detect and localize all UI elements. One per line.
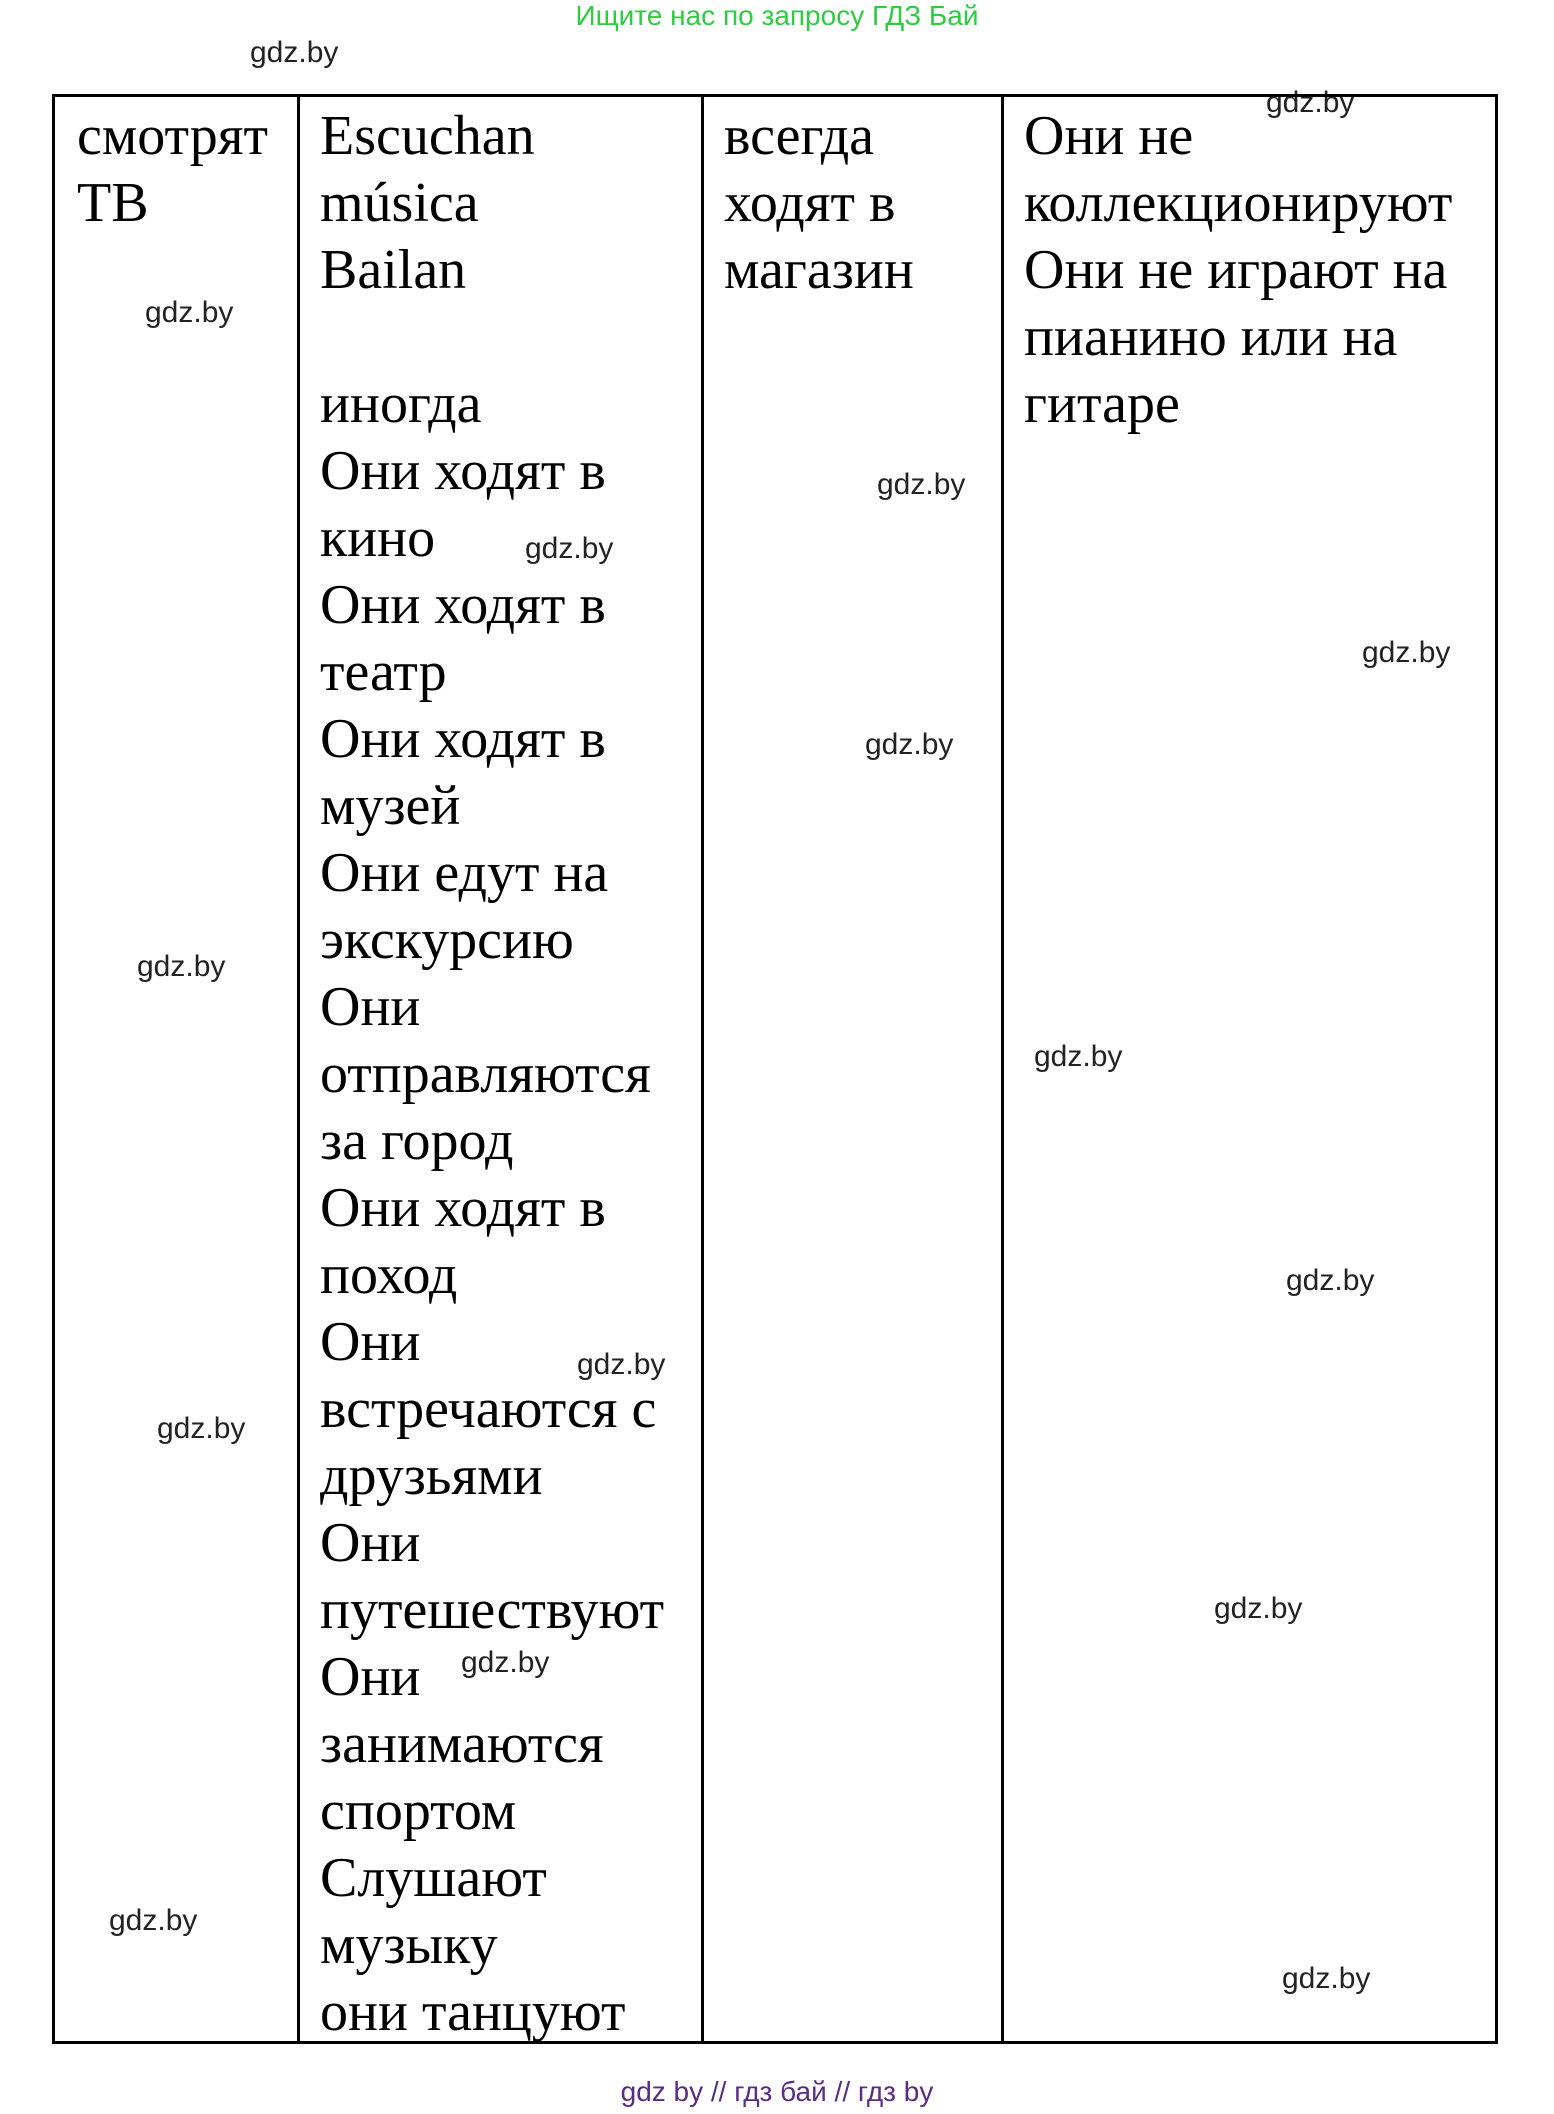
table-line: Они едут на (320, 842, 609, 904)
table-line: встречаются с (320, 1378, 657, 1440)
watermark: gdz.by (109, 1904, 198, 1937)
table-line: Они ходят в (320, 440, 606, 502)
table-line: коллекционируют (1024, 172, 1453, 234)
table-column-1 (55, 97, 300, 2041)
top-banner: Ищите нас по запросу ГДЗ Бай (575, 0, 979, 31)
watermark: gdz.by (1282, 1962, 1371, 1995)
table-line: Они ходят в (320, 574, 606, 636)
table-line: экскурсию (320, 909, 574, 971)
watermark: gdz.by (1214, 1592, 1303, 1625)
table-line: занимаются (320, 1713, 604, 1775)
watermark: gdz.by (865, 728, 954, 761)
table-line: Они (320, 1311, 421, 1373)
table-line: всегда (724, 105, 875, 167)
table-line: магазин (724, 239, 914, 301)
answer-table (52, 94, 1498, 2044)
table-line: гитаре (1024, 373, 1180, 435)
table-line: Они не (1024, 105, 1194, 167)
table-line: Escuchan (320, 105, 535, 167)
table-line: Bailan (320, 239, 467, 301)
watermark: gdz.by (145, 296, 234, 329)
table-line: спортом (320, 1780, 517, 1842)
table-line: Они (320, 1512, 421, 1574)
footer-links: gdz by // гдз бай // гдз by (620, 2076, 934, 2107)
table-line: они танцуют (320, 1981, 626, 2041)
table-line: ходят в (724, 172, 896, 234)
table-line: музей (320, 775, 461, 837)
table-line: Они ходят в (320, 708, 606, 770)
table-line: пианино или на (1024, 306, 1398, 368)
watermark: gdz.by (157, 1412, 246, 1445)
table-line: отправляются (320, 1043, 651, 1105)
table-line: музыку (320, 1914, 498, 1976)
table-column-3 (704, 97, 1004, 2041)
watermark: gdz.by (1034, 1040, 1123, 1073)
table-line: поход (320, 1244, 458, 1306)
table-column-2 (300, 97, 704, 2041)
watermark: gdz.by (1362, 636, 1451, 669)
blank-line (320, 304, 701, 371)
table-line: кино (320, 507, 436, 569)
watermark: gdz.by (525, 532, 614, 565)
watermark: gdz.by (137, 950, 226, 983)
table-line: театр (320, 641, 447, 703)
watermark: gdz.by (877, 468, 966, 501)
table-line: смотрят (77, 105, 268, 167)
table-line: ТВ (77, 172, 149, 234)
table-line: иногда (320, 373, 482, 435)
table-line: друзьями (320, 1445, 543, 1507)
table-line: Они (320, 976, 421, 1038)
table-line: Они (320, 1646, 421, 1708)
watermark: gdz.by (1266, 86, 1355, 119)
table-line: música (320, 172, 479, 234)
watermark: gdz.by (250, 36, 339, 69)
watermark: gdz.by (1286, 1264, 1375, 1297)
watermark: gdz.by (577, 1348, 666, 1381)
table-line: Слушают (320, 1847, 547, 1909)
table-line: за город (320, 1110, 514, 1172)
table-line: Они не играют на (1024, 239, 1448, 301)
table-line: Они ходят в (320, 1177, 606, 1239)
table-line: путешествуют (320, 1579, 665, 1641)
watermark: gdz.by (461, 1646, 550, 1679)
